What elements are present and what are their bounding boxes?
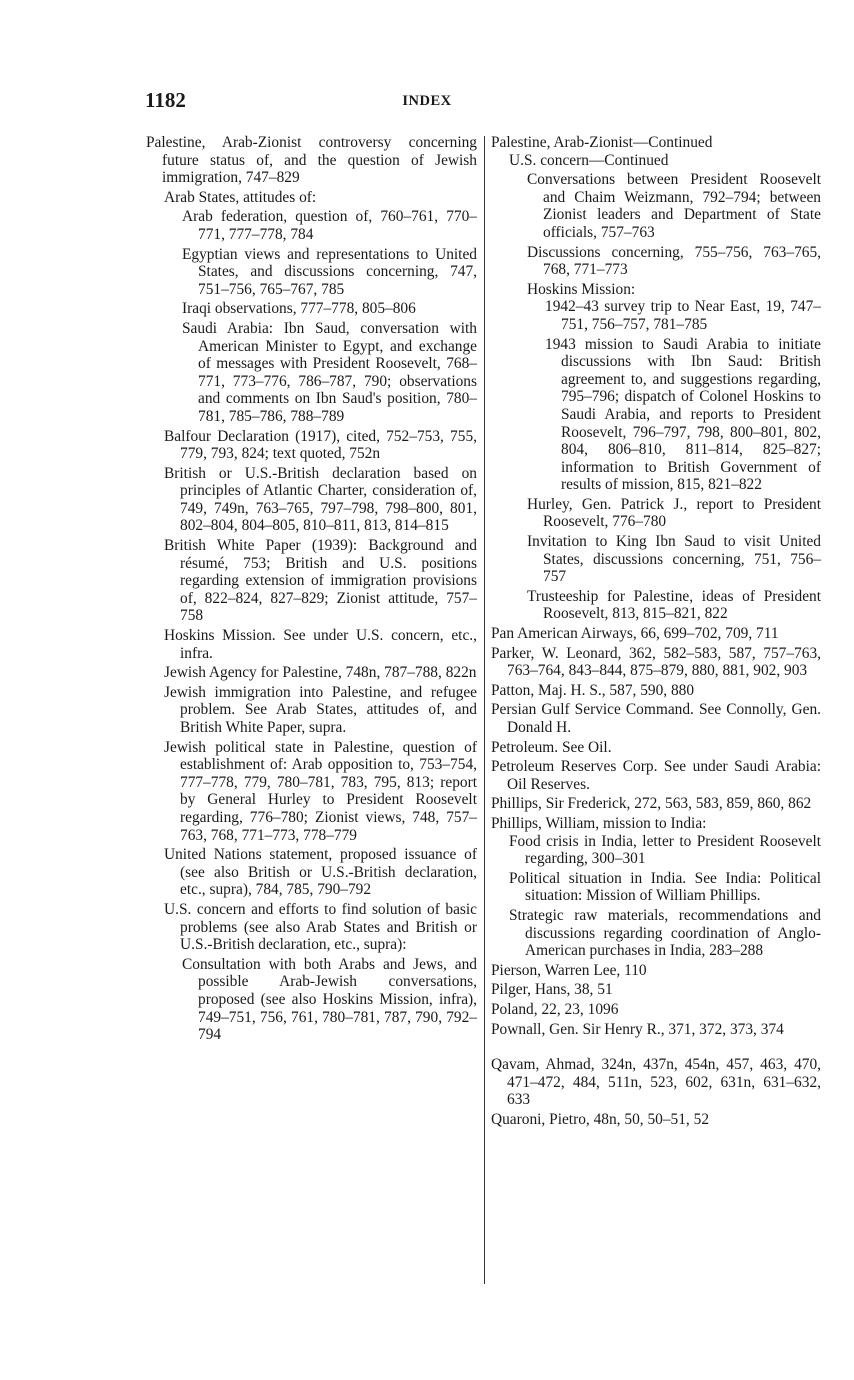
index-entry: Persian Gulf Service Command. See Connolly, Gen. Donald H. (491, 701, 821, 736)
index-entry: Pan American Airways, 66, 699–702, 709, 711 (491, 625, 779, 643)
index-entry: Balfour Declaration (1917), cited, 752–753, 755, 779, 793, 824; text quoted, 752n (164, 427, 477, 463)
column-divider (484, 136, 485, 1284)
page-number: 1182 (145, 88, 186, 112)
index-column-left (146, 134, 477, 1044)
index-entry: 1942–43 survey trip to Near East, 19, 747–751, 756–757, 781–785 (545, 298, 821, 333)
index-entry: Hoskins Mission: (527, 280, 636, 298)
index-entry: Parker, W. Leonard, 362, 582–583, 587, 757–763, 763–764, 843–844, 875–879, 880, 881, 902, 903 (491, 644, 821, 680)
index-entry: Political situation in India. See India: Political situation: Mission of William Phillips. (509, 869, 821, 905)
index-entry: Phillips, William, mission to India: (491, 814, 707, 832)
index-entry: Patton, Maj. H. S., 587, 590, 880 (491, 681, 695, 699)
index-column-right (491, 134, 821, 1128)
index-entry: Jewish Agency for Palestine, 748n, 787–788, 822n (164, 664, 477, 682)
index-entry: Palestine, Arab-Zionist controversy concerning future status of, and the question of Jewish immigration, 747–829 (146, 134, 477, 187)
page-header (0, 88, 854, 120)
index-entry: Invitation to King Ibn Saud to visit United States, discussions concerning, 751, 756–757 (527, 533, 821, 586)
index-entry: Phillips, Sir Frederick, 272, 563, 583, 859, 860, 862 (491, 795, 812, 813)
index-entry: Qavam, Ahmad, 324n, 437n, 454n, 457, 463, 470, 471–472, 484, 511n, 523, 602, 631n, 631–632, 633 (491, 1056, 821, 1109)
index-entry: 1943 mission to Saudi Arabia to initiate discussions with Ibn Saud: British agreement to, and suggestions regarding, 795–796; dispatch of Colonel Hoskins to Saudi Arabia, and reports to President Roosevelt, 796–797, 798, 800–801, 802, 804, 806–810, 811–814, 825–827; information to British Government of results of mission, 815, 821–822 (545, 335, 821, 494)
index-entry: Quaroni, Pietro, 48n, 50, 50–51, 52 (491, 1110, 710, 1128)
index-entry: Pownall, Gen. Sir Henry R., 371, 372, 373, 374 (491, 1020, 784, 1038)
index-entry: British White Paper (1939): Background and résumé, 753; British and U.S. positions regarding extension of immigration provisions of, 822–824, 827–829; Zionist attitude, 757–758 (164, 537, 477, 625)
index-entry: Jewish immigration into Palestine, and refugee problem. See Arab States, attitudes of, and British White Paper, supra. (164, 683, 477, 736)
index-entry: Hoskins Mission. See under U.S. concern, etc., infra. (164, 627, 477, 662)
index-entry: United Nations statement, proposed issuance of (see also British or U.S.-British declaration, etc., supra), 784, 785, 790–792 (164, 846, 477, 899)
index-entry: Jewish political state in Palestine, question of establishment of: Arab opposition to, 753–754, 777–778, 779, 780–781, 783, 795, 813; report by General Hurley to President Roosevelt regarding, 776–780; Zionist views, 748, 757–763, 768, 771–773, 778–779 (164, 738, 477, 844)
index-entry: Arab States, attitudes of: (164, 188, 317, 206)
index-entry: Food crisis in India, letter to President Roosevelt regarding, 300–301 (509, 832, 821, 868)
index-entry: Pilger, Hans, 38, 51 (491, 981, 613, 999)
index-entry: Arab federation, question of, 760–761, 770–771, 777–778, 784 (182, 208, 477, 243)
index-entry: Iraqi observations, 777–778, 805–806 (182, 300, 416, 318)
index-entry: Discussions concerning, 755–756, 763–765, 768, 771–773 (527, 243, 821, 279)
index-entry: Strategic raw materials, recommendations and discussions regarding coordination of Anglo-American purchases in India, 283–288 (509, 906, 821, 960)
index-entry: Consultation with both Arabs and Jews, and possible Arab-Jewish conversations, proposed (see also Hoskins Mission, infra), 749–751, 756, 761, 780–781, 787, 790, 792–794 (182, 955, 477, 1044)
index-entry: Saudi Arabia: Ibn Saud, conversation with American Minister to Egypt, and exchange of messages with President Roosevelt, 768–771, 773–776, 786–787, 790; observations and comments on Ibn Saud's position, 780–781, 785–786, 788–789 (182, 319, 477, 425)
index-entry: Poland, 22, 23, 1096 (491, 1000, 619, 1018)
index-entry: Pierson, Warren Lee, 110 (491, 961, 647, 979)
index-entry: British or U.S.-British declaration based on principles of Atlantic Charter, consideration of, 749, 749n, 763–765, 797–798, 798–800, 801, 802–804, 804–805, 810–811, 813, 814–815 (164, 464, 477, 535)
index-entry: Petroleum. See Oil. (491, 738, 612, 756)
running-title: INDEX (402, 93, 452, 109)
index-entry: Petroleum Reserves Corp. See under Saudi Arabia: Oil Reserves. (491, 758, 821, 793)
index-entry: Palestine, Arab-Zionist—Continued (491, 134, 713, 151)
index-entry: Trusteeship for Palestine, ideas of President Roosevelt, 813, 815–821, 822 (527, 587, 821, 623)
index-entry: Egyptian views and representations to United States, and discussions concerning, 747, 751–756, 765–767, 785 (182, 245, 477, 298)
index-entry: U.S. concern and efforts to find solution of basic problems (see also Arab States and British or U.S.-British declaration, etc., supra): (164, 900, 477, 954)
index-entry: Conversations between President Roosevelt and Chaim Weizmann, 792–794; between Zionist leaders and Department of State officials, 757–763 (527, 171, 821, 241)
index-entry: Hurley, Gen. Patrick J., report to President Roosevelt, 776–780 (527, 495, 821, 531)
index-entry: U.S. concern—Continued (509, 151, 669, 169)
